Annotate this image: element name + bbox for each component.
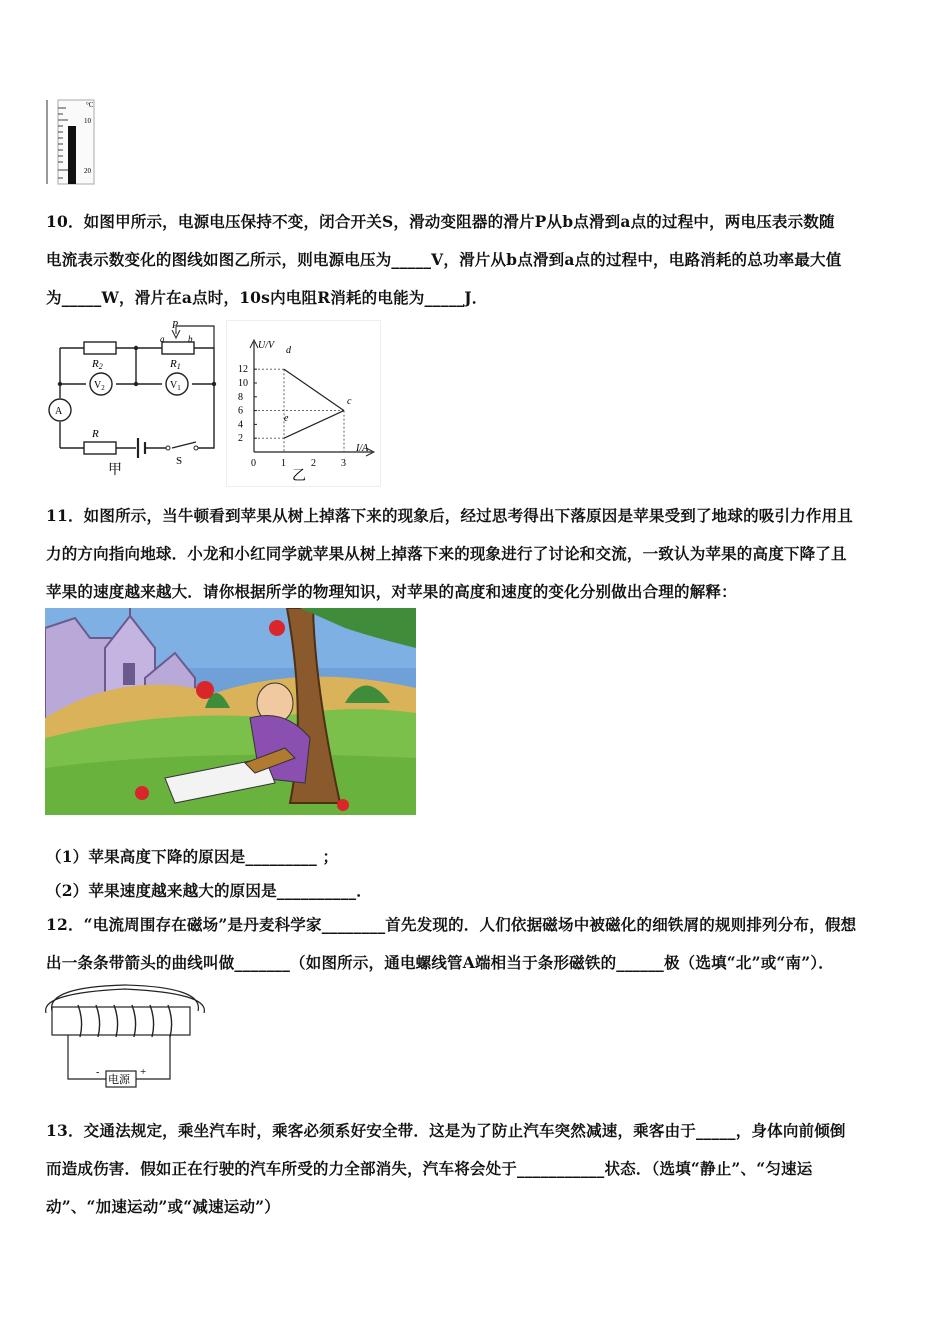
point-label-c: c — [347, 396, 352, 407]
q11-text-line: 苹果的速度越来越大．请你根据所学的物理知识，对苹果的高度和速度的变化分别做出合理的解释： — [46, 582, 737, 601]
resistor-r — [84, 442, 116, 454]
line-e-to-c — [284, 411, 344, 439]
graph-yi — [226, 320, 382, 488]
x-axis-label: I/A — [356, 443, 369, 454]
thermometer-tick-label: 20 — [84, 167, 91, 175]
point-label-d: d — [286, 345, 291, 356]
label-a: a — [160, 334, 165, 344]
q13-text-line: 动”、“加速运动”或“减速运动”） — [46, 1197, 280, 1216]
magnetic-field-line — [46, 989, 205, 1013]
label-b: b — [188, 334, 193, 344]
q10-text-line: 10．如图甲所示，电源电压保持不变，闭合开关S，滑动变阻器的滑片P从b点滑到a点的过程中，两电压表示数随 — [46, 212, 835, 231]
q13-text-line: 13．交通法规定，乘坐汽车时，乘客必须系好安全带．这是为了防止汽车突然减速，乘客由于_____，身体向前倾倒 — [46, 1121, 846, 1140]
y-tick-label: 4 — [238, 419, 243, 431]
y-tick-label: 8 — [238, 391, 243, 403]
q12-text-line: 12．“电流周围存在磁场”是丹麦科学家________首先发现的．人们依据磁场中被磁化的细铁屑的规则排列分布，假想 — [46, 915, 857, 934]
x-tick-label: 0 — [251, 458, 256, 469]
y-tick-label: 12 — [238, 364, 248, 376]
figure-label-jia: 甲 — [108, 463, 122, 478]
circuit-diagram-jia — [44, 320, 234, 482]
y-tick-label: 2 — [238, 433, 243, 445]
line-d-to-c — [284, 369, 344, 410]
q11-sub-question-2: （2）苹果速度越来越大的原因是__________． — [46, 881, 372, 900]
label-p: P — [172, 320, 179, 331]
point-label-e: e — [284, 413, 289, 424]
q10-text-line: 电流表示数变化的图线如图乙所示，则电源电压为_____V，滑片从b点滑到a点的过程中，电路消耗的总功率最大值 — [46, 250, 842, 269]
newton-apple-illustration — [45, 608, 416, 815]
label-r1: R1 — [170, 358, 181, 371]
label-r2: R2 — [92, 358, 103, 371]
q11-sub-question-1: （1）苹果高度下降的原因是_________ ； — [46, 847, 339, 866]
label-v2: $V_2$ — [94, 380, 105, 392]
q13-text-line: 而造成伤害．假如正在行驶的汽车所受的力全部消失，汽车将会处于___________状态．（选填“静止”、“匀速运 — [46, 1159, 813, 1178]
y-tick-label: 6 — [238, 405, 243, 417]
power-supply-label: 电源 — [108, 1074, 130, 1086]
y-tick-label: 10 — [238, 378, 248, 389]
mercury-column — [68, 126, 76, 184]
label-ammeter: A — [55, 406, 63, 417]
q12-text-line: 出一条条带箭头的曲线叫做_______（如图所示，通电螺线管A端相当于条形磁铁的______极（选填“北”或“南”）． — [46, 953, 834, 972]
label-v1: $V_1$ — [170, 380, 181, 392]
q11-text-line: 力的方向指向地球．小龙和小红同学就苹果从树上掉落下来的现象进行了讨论和交流，一致认为苹果的高度下降了且 — [46, 544, 847, 563]
x-tick-label: 2 — [311, 458, 316, 469]
resistor-r2 — [84, 342, 116, 354]
figure-label-yi: 乙 — [292, 469, 306, 484]
x-tick-label: 3 — [341, 458, 346, 469]
plus-label: + — [140, 1066, 147, 1078]
coil-winding — [78, 1005, 172, 1037]
y-axis-label: U/V — [258, 340, 275, 351]
solenoid-figure — [40, 983, 210, 1095]
q10-text-line: 为_____W，滑片在a点时，10s内电阻R消耗的电能为_____J． — [46, 288, 488, 307]
minus-label: - — [96, 1067, 100, 1078]
label-switch: S — [176, 455, 183, 467]
q11-text-line: 11．如图所示，当牛顿看到苹果从树上掉落下来的现象后，经过思考得出下落原因是苹果受到了地球的吸引力作用且 — [46, 506, 853, 525]
label-r: R — [92, 428, 99, 440]
x-tick-label: 1 — [281, 458, 286, 469]
thermometer-figure — [44, 98, 104, 188]
thermometer-unit: °C — [86, 101, 94, 109]
thermometer-tick-label: 10 — [84, 117, 91, 125]
